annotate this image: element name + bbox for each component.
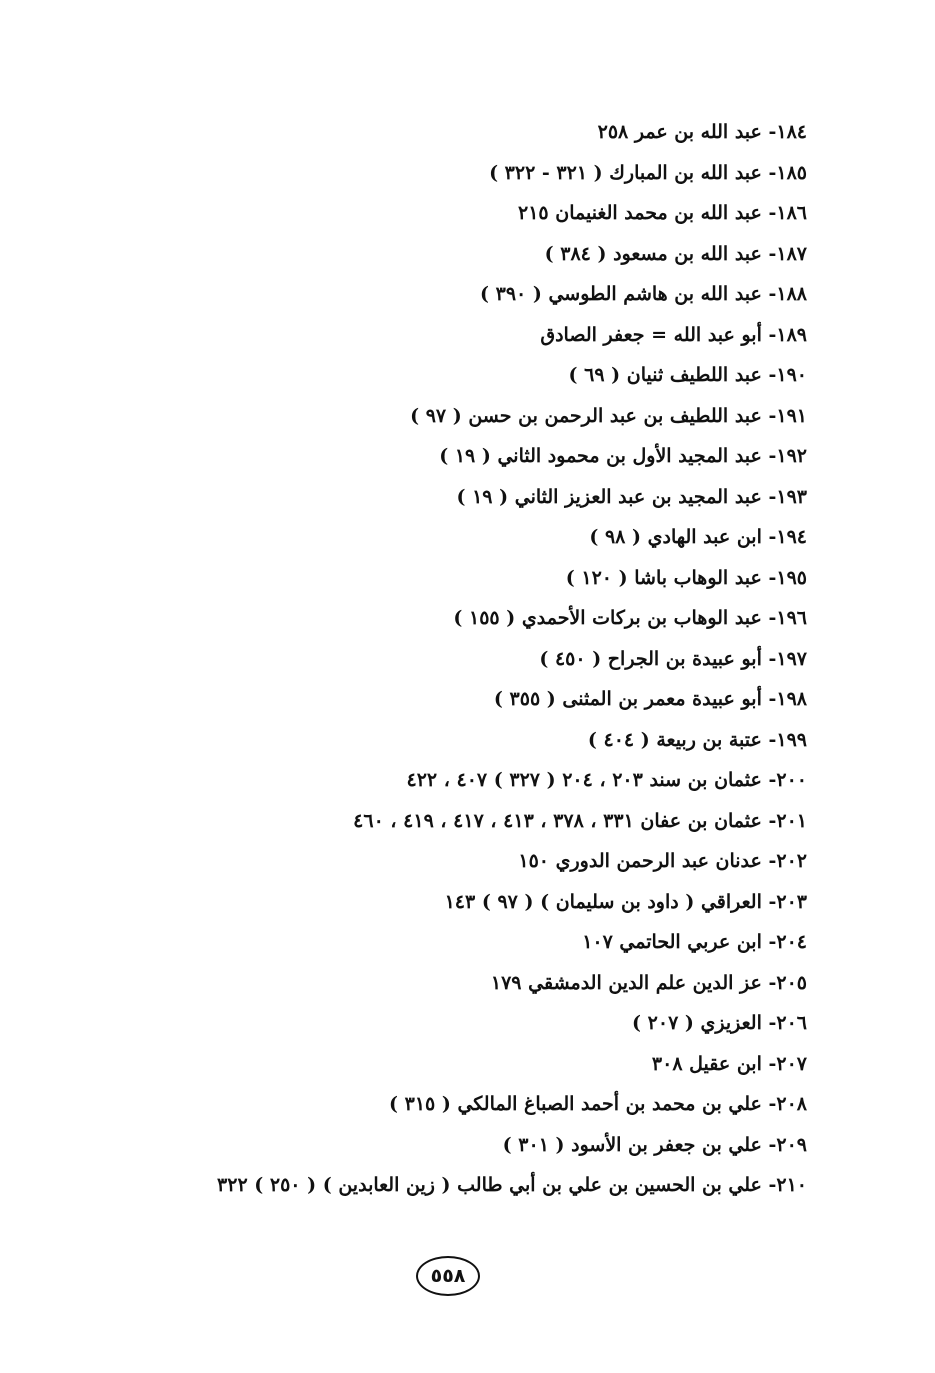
index-entry: ١٩٠- عبد اللطيف ثنيان ( ٦٩ ) <box>568 364 807 386</box>
index-entry: ١٩٢- عبد المجيد الأول بن محمود الثاني ( ١٩ ) <box>439 445 807 467</box>
index-entry: ٢٠٠- عثمان بن سند ٢٠٣ ، ٢٠٤ ( ٣٢٧ ) ٤٠٧ ، ٤٢٢ <box>406 769 807 791</box>
index-entry: ١٩٩- عتبة بن ربيعة ( ٤٠٤ ) <box>587 728 807 751</box>
index-entry: ٢١٠- علي بن الحسين بن علي بن أبي طالب ( زين العابدين ) ( ٢٥٠ ) ٣٢٢ <box>217 1174 807 1196</box>
index-entry: ١٩٧- أبو عبيدة بن الجراح ( ٤٥٠ ) <box>539 647 807 670</box>
index-entry: ٢٠٧- ابن عقيل ٣٠٨ <box>651 1052 807 1075</box>
index-entry: ١٨٧- عبد الله بن مسعود ( ٣٨٤ ) <box>544 242 807 265</box>
index-entry: ١٩٥- عبد الوهاب باشا ( ١٢٠ ) <box>565 566 807 589</box>
page-number: ٥٥٨ <box>430 1265 466 1287</box>
index-entry: ١٩٣- عبد المجيد بن عبد العزيز الثاني ( ١٩ ) <box>456 485 807 508</box>
index-entry: ٢٠٣- العراقي ( داود بن سليمان ) ( ٩٧ ) ١٤٣ <box>444 890 807 913</box>
index-entry: ٢٠٢- عدنان عبد الرحمن الدوري ١٥٠ <box>518 850 807 872</box>
index-entry: ٢٠٩- علي بن جعفر بن الأسود ( ٣٠١ ) <box>502 1133 807 1156</box>
index-entry: ٢٠١- عثمان بن عفان ٣٣١ ، ٣٧٨ ، ٤١٣ ، ٤١٧ ، ٤١٩ ، ٤٦٠ <box>353 809 807 832</box>
index-entry: ٢٠٦- العزيزي ( ٢٠٧ ) <box>632 1012 807 1034</box>
page-number-badge <box>416 1256 480 1296</box>
index-entry: ٢٠٨- علي بن محمد بن أحمد الصباغ المالكي ( ٣١٥ ) <box>389 1093 807 1115</box>
index-entry: ٢٠٤- ابن عربي الحاتمي ١٠٧ <box>582 931 807 953</box>
index-entry: ١٨٩- أبو عبد الله = جعفر الصادق <box>540 323 807 346</box>
index-entry: ٢٠٥- عز الدين علم الدين الدمشقي ١٧٩ <box>490 971 807 994</box>
index-entry: ١٩٤- ابن عبد الهادي ( ٩٨ ) <box>589 526 807 548</box>
index-entry: ١٨٨- عبد الله بن هاشم الطوسي ( ٣٩٠ ) <box>480 283 807 305</box>
index-entry: ١٩١- عبد اللطيف بن عبد الرحمن بن حسن ( ٩٧ ) <box>410 404 807 427</box>
index-entry: ١٨٥- عبد الله بن المبارك ( ٣٢١ - ٣٢٢ ) <box>489 161 807 184</box>
index-entry: ١٩٨- أبو عبيدة معمر بن المثنى ( ٣٥٥ ) <box>493 688 807 710</box>
index-entry: ١٨٦- عبد الله بن محمد الغنيمان ٢١٥ <box>518 202 807 224</box>
index-entry: ١٩٦- عبد الوهاب بن بركات الأحمدي ( ١٥٥ ) <box>453 607 807 629</box>
index-entry: ١٨٤- عبد الله بن عمر ٢٥٨ <box>597 121 807 143</box>
index-entries-list <box>107 112 807 1206</box>
